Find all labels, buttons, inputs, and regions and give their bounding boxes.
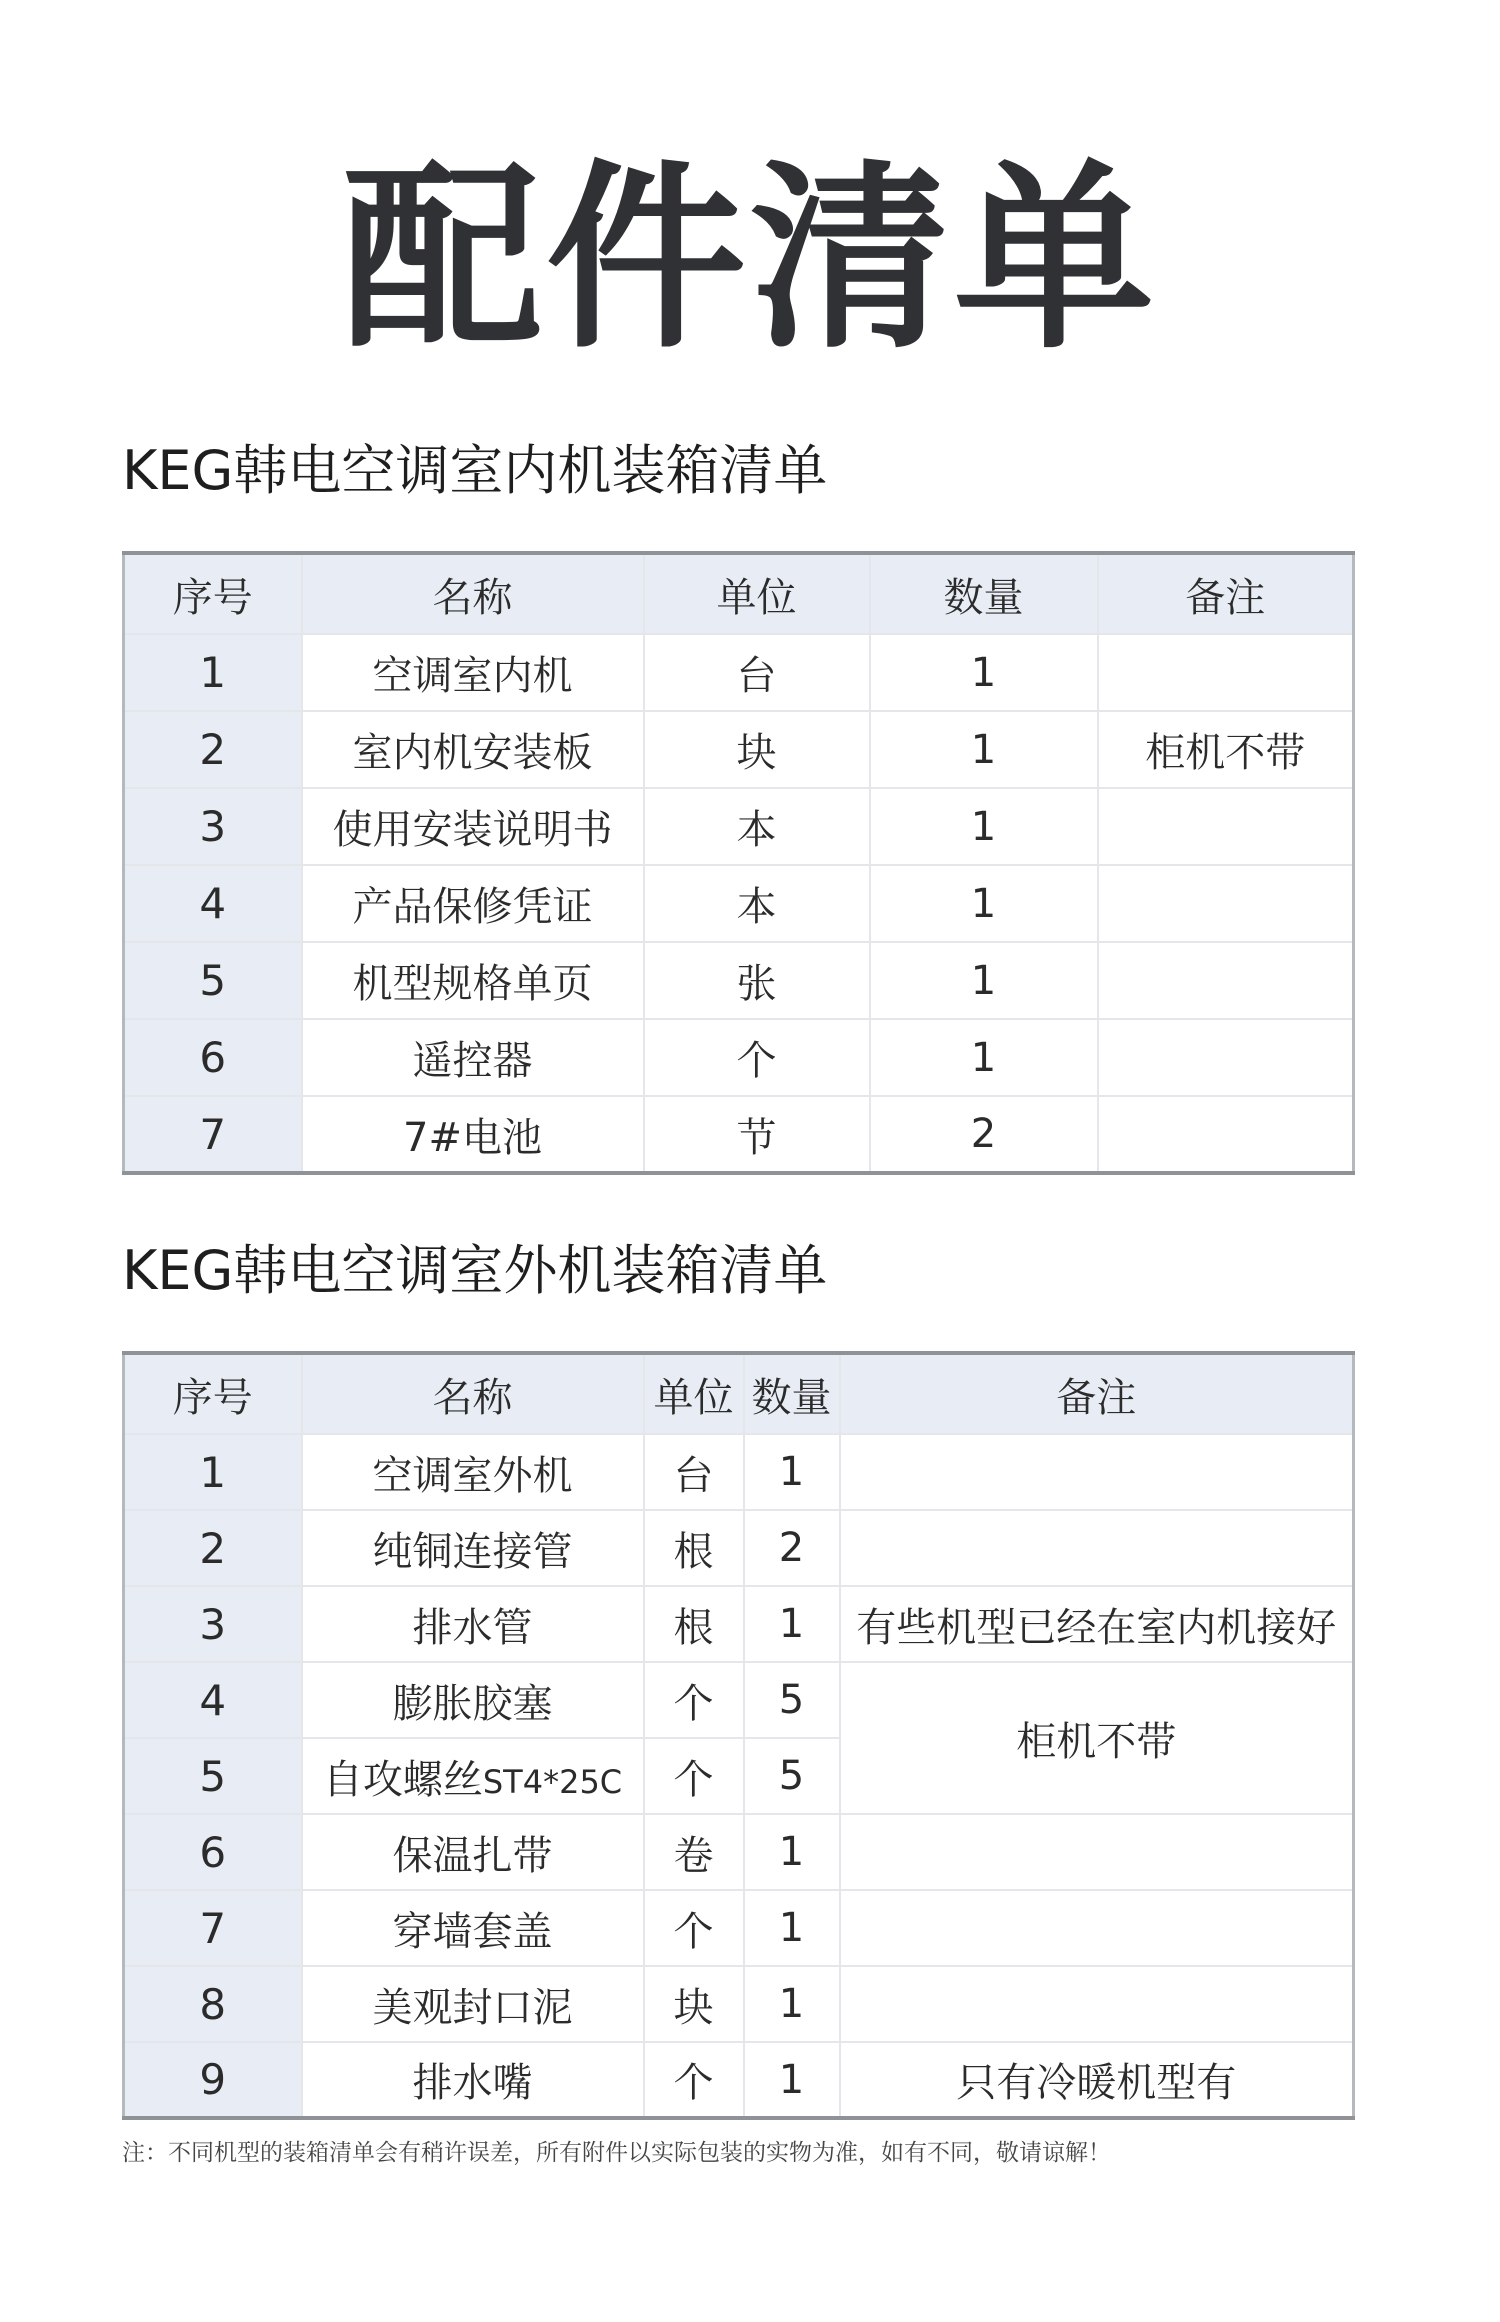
table-row [124, 1662, 1354, 1738]
row-name: 7#电池 [302, 1096, 644, 1173]
table-row [124, 1814, 1354, 1890]
row-no: 1 [124, 634, 302, 711]
table-row [124, 1510, 1354, 1586]
col-header-unit: 单位 [644, 553, 870, 634]
outdoor-section-title: KEG韩电空调室外机装箱清单 [122, 1239, 828, 1302]
row-qty: 1 [744, 1814, 840, 1890]
row-unit: 根 [644, 1510, 744, 1586]
table-row [124, 942, 1354, 1019]
indoor-packing-table [122, 551, 1355, 1175]
row-name-spec: ST4*25C [482, 1762, 623, 1801]
col-header-note: 备注 [840, 1353, 1354, 1434]
row-name: 排水管 [302, 1586, 644, 1662]
row-no: 7 [124, 1890, 302, 1966]
row-note: 柜机不带 [1098, 711, 1354, 788]
row-name: 美观封口泥 [302, 1966, 644, 2042]
col-header-note: 备注 [1098, 553, 1354, 634]
row-no: 5 [124, 1738, 302, 1814]
row-unit: 个 [644, 1890, 744, 1966]
table-row [124, 788, 1354, 865]
row-no: 6 [124, 1019, 302, 1096]
row-qty: 1 [744, 1434, 840, 1510]
footnote: 注：不同机型的装箱清单会有稍许误差，所有附件以实际包装的实物为准，如有不同，敬请谅解！ [122, 2140, 1111, 2166]
row-note: 有些机型已经在室内机接好 [840, 1586, 1354, 1662]
row-qty: 1 [744, 2042, 840, 2118]
row-no: 1 [124, 1434, 302, 1510]
row-unit: 张 [644, 942, 870, 1019]
row-qty: 5 [744, 1738, 840, 1814]
row-note [1098, 865, 1354, 942]
row-unit: 本 [644, 788, 870, 865]
row-note [840, 1966, 1354, 2042]
row-name [302, 1738, 644, 1814]
row-name: 空调室内机 [302, 634, 644, 711]
row-qty: 1 [870, 865, 1098, 942]
row-unit: 个 [644, 1019, 870, 1096]
row-note: 只有冷暖机型有 [840, 2042, 1354, 2118]
indoor-section-title: KEG韩电空调室内机装箱清单 [122, 439, 828, 502]
row-no: 3 [124, 788, 302, 865]
row-qty: 1 [870, 788, 1098, 865]
table-row [124, 1890, 1354, 1966]
row-no: 2 [124, 1510, 302, 1586]
col-header-unit: 单位 [644, 1353, 744, 1434]
row-no: 6 [124, 1814, 302, 1890]
table-row [124, 634, 1354, 711]
row-name: 纯铜连接管 [302, 1510, 644, 1586]
row-unit: 卷 [644, 1814, 744, 1890]
row-note [1098, 634, 1354, 711]
row-unit: 个 [644, 1738, 744, 1814]
row-unit: 个 [644, 2042, 744, 2118]
table-row [124, 865, 1354, 942]
col-header-name: 名称 [302, 553, 644, 634]
row-no: 5 [124, 942, 302, 1019]
row-note [1098, 942, 1354, 1019]
row-name: 遥控器 [302, 1019, 644, 1096]
row-name-text: 自攻螺丝 [322, 1756, 483, 1803]
row-unit: 台 [644, 634, 870, 711]
col-header-no: 序号 [124, 1353, 302, 1434]
row-note [840, 1434, 1354, 1510]
row-unit: 节 [644, 1096, 870, 1173]
row-note [1098, 788, 1354, 865]
row-name: 机型规格单页 [302, 942, 644, 1019]
row-unit: 台 [644, 1434, 744, 1510]
row-qty: 1 [744, 1586, 840, 1662]
row-name: 使用安装说明书 [302, 788, 644, 865]
row-qty: 1 [870, 711, 1098, 788]
row-unit: 根 [644, 1586, 744, 1662]
row-no: 4 [124, 1662, 302, 1738]
col-header-qty: 数量 [870, 553, 1098, 634]
row-qty: 1 [870, 1019, 1098, 1096]
row-name: 空调室外机 [302, 1434, 644, 1510]
row-name: 保温扎带 [302, 1814, 644, 1890]
row-no: 9 [124, 2042, 302, 2118]
row-qty: 2 [870, 1096, 1098, 1173]
row-unit: 个 [644, 1662, 744, 1738]
row-note [840, 1814, 1354, 1890]
row-no: 3 [124, 1586, 302, 1662]
row-no: 2 [124, 711, 302, 788]
table-row [124, 1019, 1354, 1096]
row-qty: 1 [870, 634, 1098, 711]
row-note [1098, 1096, 1354, 1173]
row-unit: 本 [644, 865, 870, 942]
table-row [124, 1096, 1354, 1173]
row-note [1098, 1019, 1354, 1096]
row-name: 膨胀胶塞 [302, 1662, 644, 1738]
row-no: 7 [124, 1096, 302, 1173]
table-row [124, 1966, 1354, 2042]
indoor-header-row [124, 553, 1354, 634]
row-qty: 1 [744, 1890, 840, 1966]
table-row [124, 711, 1354, 788]
table-row [124, 1434, 1354, 1510]
row-qty: 2 [744, 1510, 840, 1586]
row-no: 4 [124, 865, 302, 942]
row-name: 室内机安装板 [302, 711, 644, 788]
col-header-no: 序号 [124, 553, 302, 634]
row-note: 柜机不带 [840, 1662, 1354, 1814]
row-qty: 5 [744, 1662, 840, 1738]
row-name: 产品保修凭证 [302, 865, 644, 942]
row-name: 排水嘴 [302, 2042, 644, 2118]
row-qty: 1 [744, 1966, 840, 2042]
outdoor-header-row [124, 1353, 1354, 1434]
col-header-name: 名称 [302, 1353, 644, 1434]
row-note [840, 1510, 1354, 1586]
outdoor-packing-table [122, 1351, 1355, 2120]
col-header-qty: 数量 [744, 1353, 840, 1434]
page-title: 配件清单 [341, 143, 1158, 376]
row-no: 8 [124, 1966, 302, 2042]
row-note [840, 1890, 1354, 1966]
table-row [124, 1586, 1354, 1662]
table-row [124, 2042, 1354, 2118]
row-unit: 块 [644, 711, 870, 788]
row-qty: 1 [870, 942, 1098, 1019]
row-name: 穿墙套盖 [302, 1890, 644, 1966]
row-unit: 块 [644, 1966, 744, 2042]
